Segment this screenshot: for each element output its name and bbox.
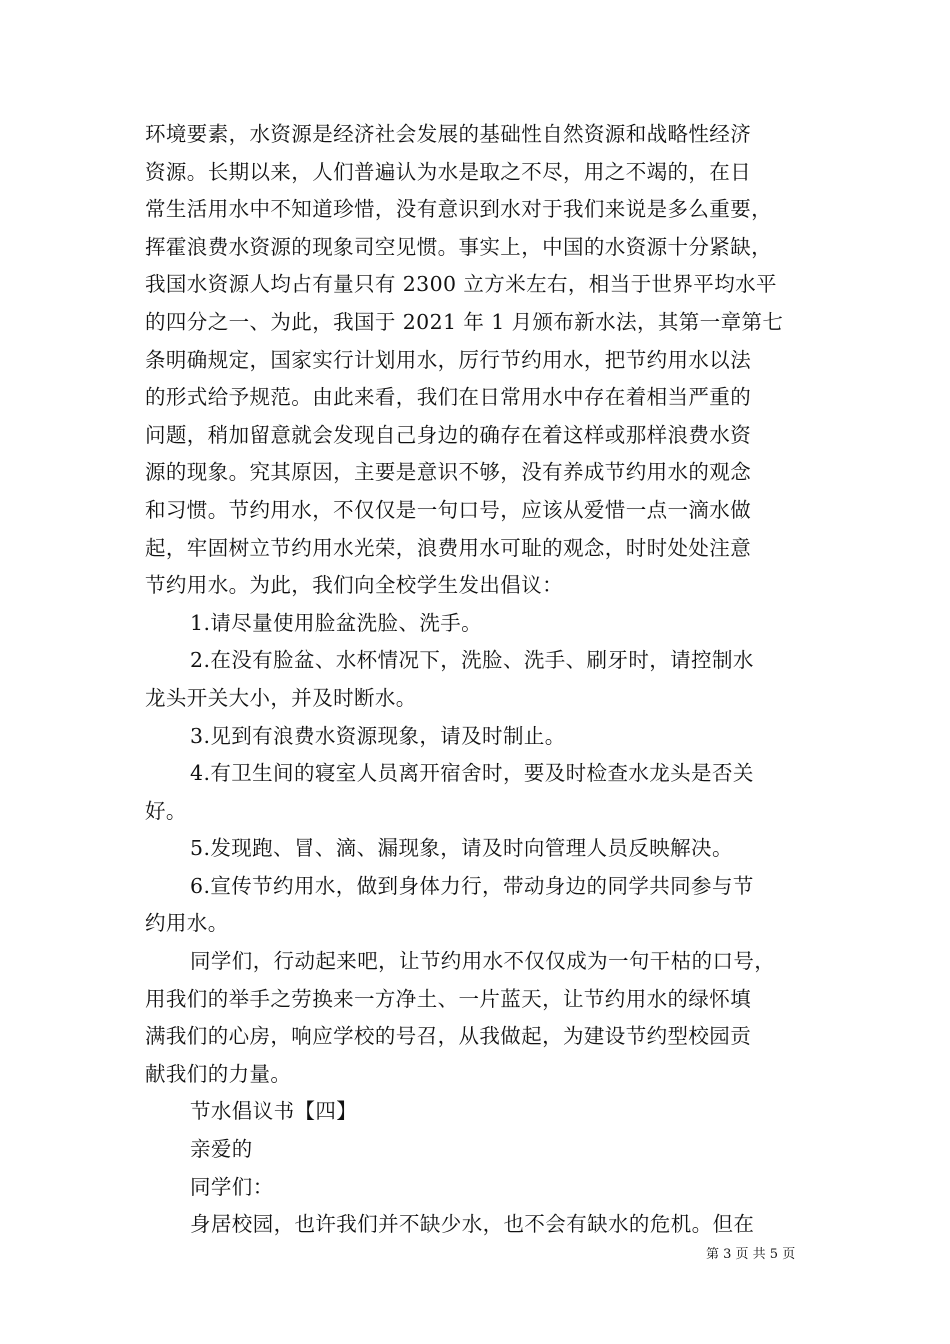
text-line: 龙头开关大小，并及时断水。 [145, 685, 417, 710]
text-line: 3.见到有浪费水资源现象，请及时制止。 [190, 723, 566, 748]
page-number-footer: 第 3 页 共 5 页 [706, 1247, 796, 1262]
text-line: 问题，稍加留意就会发现自己身边的确存在着这样或那样浪费水资 [145, 422, 752, 447]
text-line: 节水倡议书【四】 [190, 1099, 358, 1124]
text-line: 的形式给予规范。由此来看，我们在日常用水中存在着相当严重的 [145, 385, 752, 410]
text-line: 源的现象。究其原因，主要是意识不够，没有养成节约用水的观念 [145, 460, 752, 485]
text-line: 用我们的举手之劳换来一方净土、一片蓝天，让节约用水的绿怀填 [145, 986, 752, 1011]
text-line: 常生活用水中不知道珍惜，没有意识到水对于我们来说是多么重要， [145, 197, 772, 222]
text-line: 约用水。 [145, 911, 229, 936]
text-line: 1.请尽量使用脸盆洗脸、洗手。 [190, 610, 483, 635]
document-body [145, 116, 809, 1244]
text-line: 环境要素，水资源是经济社会发展的基础性自然资源和战略性经济 [145, 122, 752, 146]
text-line: 4.有卫生间的寝室人员离开宿舍时，要及时检查水龙头是否关 [190, 761, 754, 786]
text-line: 起，牢固树立节约用水光荣，浪费用水可耻的观念，时时处处注意 [145, 535, 752, 560]
text-line: 好。 [145, 798, 187, 823]
text-line: 6.宣传节约用水，做到身体力行，带动身边的同学共同参与节 [190, 873, 754, 898]
text-line: 满我们的心房，响应学校的号召，从我做起，为建设节约型校园贡 [145, 1024, 752, 1049]
text-line: 献我们的力量。 [145, 1061, 292, 1086]
text-line: 我国水资源人均占有量只有 2300 立方米左右，相当于世界平均水平 [145, 272, 777, 297]
text-line: 和习惯。节约用水，不仅仅是一句口号，应该从爱惜一点一滴水做 [145, 497, 752, 522]
text-line: 身居校园，也许我们并不缺少水，也不会有缺水的危机。但在 [190, 1212, 755, 1237]
text-line: 同学们，行动起来吧，让节约用水不仅仅成为一句干枯的口号， [190, 949, 776, 974]
text-line: 条明确规定，国家实行计划用水，厉行节约用水，把节约用水以法 [145, 347, 752, 372]
text-line: 资源。长期以来，人们普遍认为水是取之不尽，用之不竭的，在日 [145, 159, 752, 184]
text-line: 挥霍浪费水资源的现象司空见惯。事实上，中国的水资源十分紧缺， [145, 234, 772, 259]
text-line: 5.发现跑、冒、滴、漏现象，请及时向管理人员反映解决。 [190, 836, 733, 861]
text-line: 的四分之一、为此，我国于 2021 年 1 月颁布新水法，其第一章第七 [145, 309, 784, 334]
text-line: 同学们： [190, 1174, 274, 1199]
text-line: 节约用水。为此，我们向全校学生发出倡议： [145, 573, 563, 598]
text-line: 亲爱的 [190, 1137, 253, 1162]
text-line: 2.在没有脸盆、水杯情况下，洗脸、洗手、刷牙时，请控制水 [190, 648, 754, 673]
